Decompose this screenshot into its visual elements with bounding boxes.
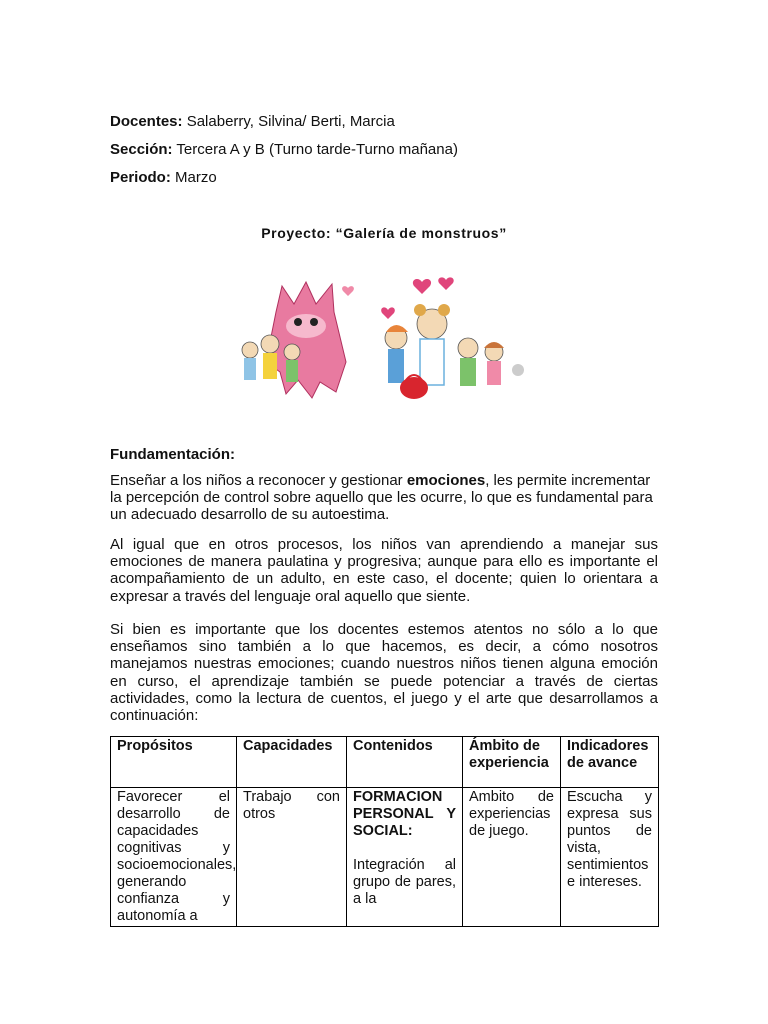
fundamentacion-paragraph-2: Al igual que en otros procesos, los niños van aprendiendo a manejar sus emociones de manera paulatina y progresiva; aunque para ello es importante el acompañamiento de un adulto, en este caso, el docente; quien lo orientara a expresar a través del lenguaje oral aquello que siente. xyxy=(110,536,658,605)
cell-propositos: Favorecer el desarrollo de capacidades cognitivas y socioemocionales, generando confianza y autonomía a xyxy=(111,788,237,927)
cell-capacidades: Trabajo con otros xyxy=(237,788,347,927)
header-propositos: Propósitos xyxy=(111,737,237,788)
header-capacidades: Capacidades xyxy=(237,737,347,788)
monster-children-illustration xyxy=(236,252,532,404)
periodo-value: Marzo xyxy=(170,169,217,186)
seccion-label: Sección: xyxy=(110,141,173,158)
project-title: Proyecto: “Galería de monstruos” xyxy=(261,225,507,241)
header-contenidos: Contenidos xyxy=(347,737,463,788)
p1-text-start: Enseñar a los niños a reconocer y gestionar xyxy=(110,472,407,489)
p1-emphasis: emociones xyxy=(406,472,486,489)
docentes-line xyxy=(110,113,395,131)
docentes-label: Docentes: xyxy=(110,113,183,130)
header-indicadores: Indicadores de avance xyxy=(561,737,659,788)
table-header-row xyxy=(111,737,659,788)
periodo-label: Periodo: xyxy=(110,169,171,186)
cell-indicadores: Escucha y expresa sus puntos de vista, sentimientos e intereses. xyxy=(561,788,659,927)
contenidos-body: Integración al grupo de pares, a la xyxy=(353,857,456,907)
table-row xyxy=(111,788,659,927)
header-ambito: Ámbito de experiencia xyxy=(463,737,561,788)
fundamentacion-paragraph-1 xyxy=(110,472,658,524)
fundamentacion-paragraph-3: Si bien es importante que los docentes estemos atentos no sólo a lo que enseñamos sino también a lo que hacemos, es decir, a cómo nosotros manejamos nuestras emociones; cuando nuestros niños tienen alguna emoción en curso, el aprendizaje también se puede potenciar a través de ciertas actividades, como la lectura de cuentos, el juego y el arte que desarrollamos a continuación: xyxy=(110,621,658,725)
p1-text-end: , les permite incrementar la percepción de control sobre aquello que les ocurre, lo que es fundamental para un adecuado desarrollo de su autoestima. xyxy=(110,472,653,524)
planning-table xyxy=(110,736,659,927)
fundamentacion-heading: Fundamentación: xyxy=(110,446,236,463)
periodo-line xyxy=(110,169,217,187)
cell-ambito: Ambito de experiencias de juego. xyxy=(463,788,561,927)
seccion-line xyxy=(110,141,458,159)
seccion-value: Tercera A y B (Turno tarde-Turno mañana) xyxy=(172,141,458,158)
docentes-value: Salaberry, Silvina/ Berti, Marcia xyxy=(182,113,395,130)
children-right xyxy=(385,304,524,386)
cell-contenidos xyxy=(347,788,463,927)
contenidos-heading: FORMACION PERSONAL Y SOCIAL: xyxy=(353,789,456,839)
